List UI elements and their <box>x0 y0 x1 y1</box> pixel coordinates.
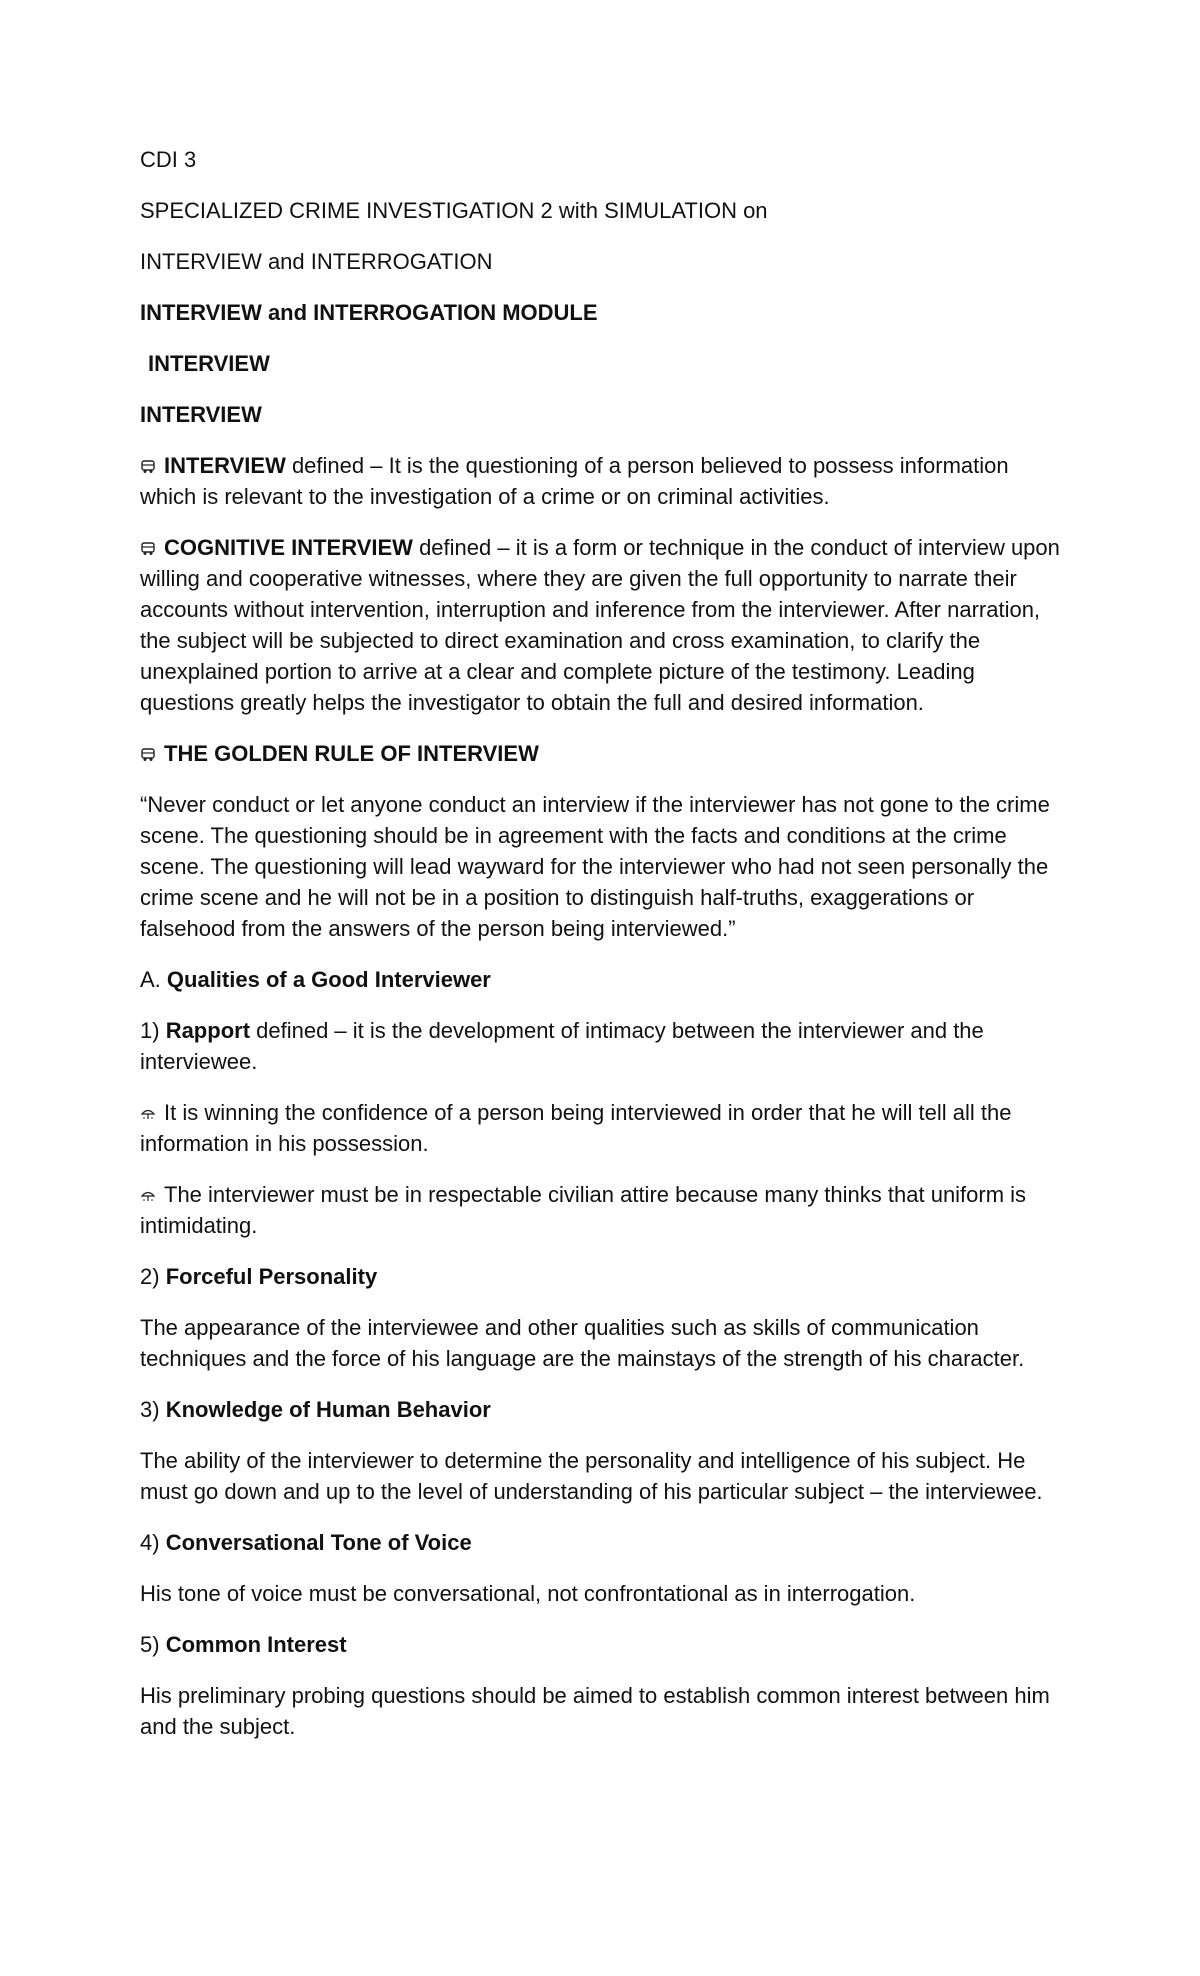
quality-text: defined – it is the development of intimacy between the interviewer and the interviewee. <box>140 1018 984 1074</box>
qualities-heading <box>140 964 1070 995</box>
rapport-bullet <box>140 1179 1070 1241</box>
bus-icon <box>140 460 156 474</box>
quality-term: Rapport <box>165 1018 251 1043</box>
umbrella-rain-icon <box>140 1107 156 1121</box>
quality-number: 5) <box>140 1632 166 1657</box>
course-code: CDI 3 <box>140 147 197 172</box>
golden-rule-quote: “Never conduct or let anyone conduct an interview if the interviewer has not gone to the crime scene. The questioning should be in agreement with the facts and conditions at the crime scene. The questioning will lead wayward for the interviewer who had not seen personally the crime scene and he will not be in a position to distinguish half-truths, exaggerations or falsehood from the answers of the person being interviewed.” <box>140 792 1050 941</box>
cognitive-interview-definition <box>140 532 1070 718</box>
golden-rule-heading-text: THE GOLDEN RULE OF INTERVIEW <box>164 741 539 766</box>
qualities-heading-text: Qualities of a Good Interviewer <box>166 967 491 992</box>
quality-item-tone-of-voice <box>140 1527 1070 1558</box>
module-title: INTERVIEW and INTERROGATION MODULE <box>140 300 598 325</box>
quality-description: The ability of the interviewer to determine the personality and intelligence of his subject. He must go down and up to the level of understanding of his particular subject – the interviewee. <box>140 1448 1043 1504</box>
quality-term: Forceful Personality <box>165 1264 378 1289</box>
quality-term: Common Interest <box>165 1632 347 1657</box>
title-line-2: INTERVIEW and INTERROGATION <box>140 249 493 274</box>
section-heading-1: INTERVIEW <box>148 351 270 376</box>
quality-item-forceful-personality <box>140 1261 1070 1292</box>
quality-term: Knowledge of Human Behavior <box>165 1397 491 1422</box>
quality-item-rapport <box>140 1015 1070 1077</box>
rapport-bullet-text: It is winning the confidence of a person being interviewed in order that he will tell all the information in his possession. <box>140 1100 1012 1156</box>
quality-term: Conversational Tone of Voice <box>165 1530 472 1555</box>
cognitive-interview-text: defined – it is a form or technique in the conduct of interview upon willing and cooperative witnesses, where they are given the full opportunity to narrate their accounts without intervention, interruption and inference from the interviewer. After narration, the subject will be subjected to direct examination and cross examination, to clarify the unexplained portion to arrive at a clear and complete picture of the testimony. Leading questions greatly helps the investigator to obtain the full and desired information. <box>140 535 1060 715</box>
quality-description: His tone of voice must be conversational, not confrontational as in interrogation. <box>140 1581 916 1606</box>
interview-definition-text: defined – It is the questioning of a person believed to possess information which is relevant to the investigation of a crime or on criminal activities. <box>140 453 1009 509</box>
quality-number: 4) <box>140 1530 166 1555</box>
bus-icon <box>140 748 156 762</box>
quality-number: 1) <box>140 1018 166 1043</box>
interview-definition <box>140 450 1070 512</box>
golden-rule-heading <box>140 738 1070 769</box>
rapport-bullet <box>140 1097 1070 1159</box>
section-heading-2: INTERVIEW <box>140 402 262 427</box>
quality-item-human-behavior <box>140 1394 1070 1425</box>
cognitive-interview-term: COGNITIVE INTERVIEW <box>164 535 413 560</box>
rapport-bullet-text: The interviewer must be in respectable civilian attire because many thinks that uniform is intimidating. <box>140 1182 1027 1238</box>
title-line-1: SPECIALIZED CRIME INVESTIGATION 2 with SIMULATION on <box>140 198 768 223</box>
qualities-prefix: A. <box>140 967 167 992</box>
quality-item-common-interest <box>140 1629 1070 1660</box>
bus-icon <box>140 542 156 556</box>
document-page <box>140 144 1070 1762</box>
interview-term: INTERVIEW <box>164 453 286 478</box>
quality-description: The appearance of the interviewee and other qualities such as skills of communication techniques and the force of his language are the mainstays of the strength of his character. <box>140 1315 1025 1371</box>
umbrella-rain-icon <box>140 1189 156 1203</box>
quality-description: His preliminary probing questions should be aimed to establish common interest between him and the subject. <box>140 1683 1050 1739</box>
quality-number: 3) <box>140 1397 166 1422</box>
quality-number: 2) <box>140 1264 166 1289</box>
